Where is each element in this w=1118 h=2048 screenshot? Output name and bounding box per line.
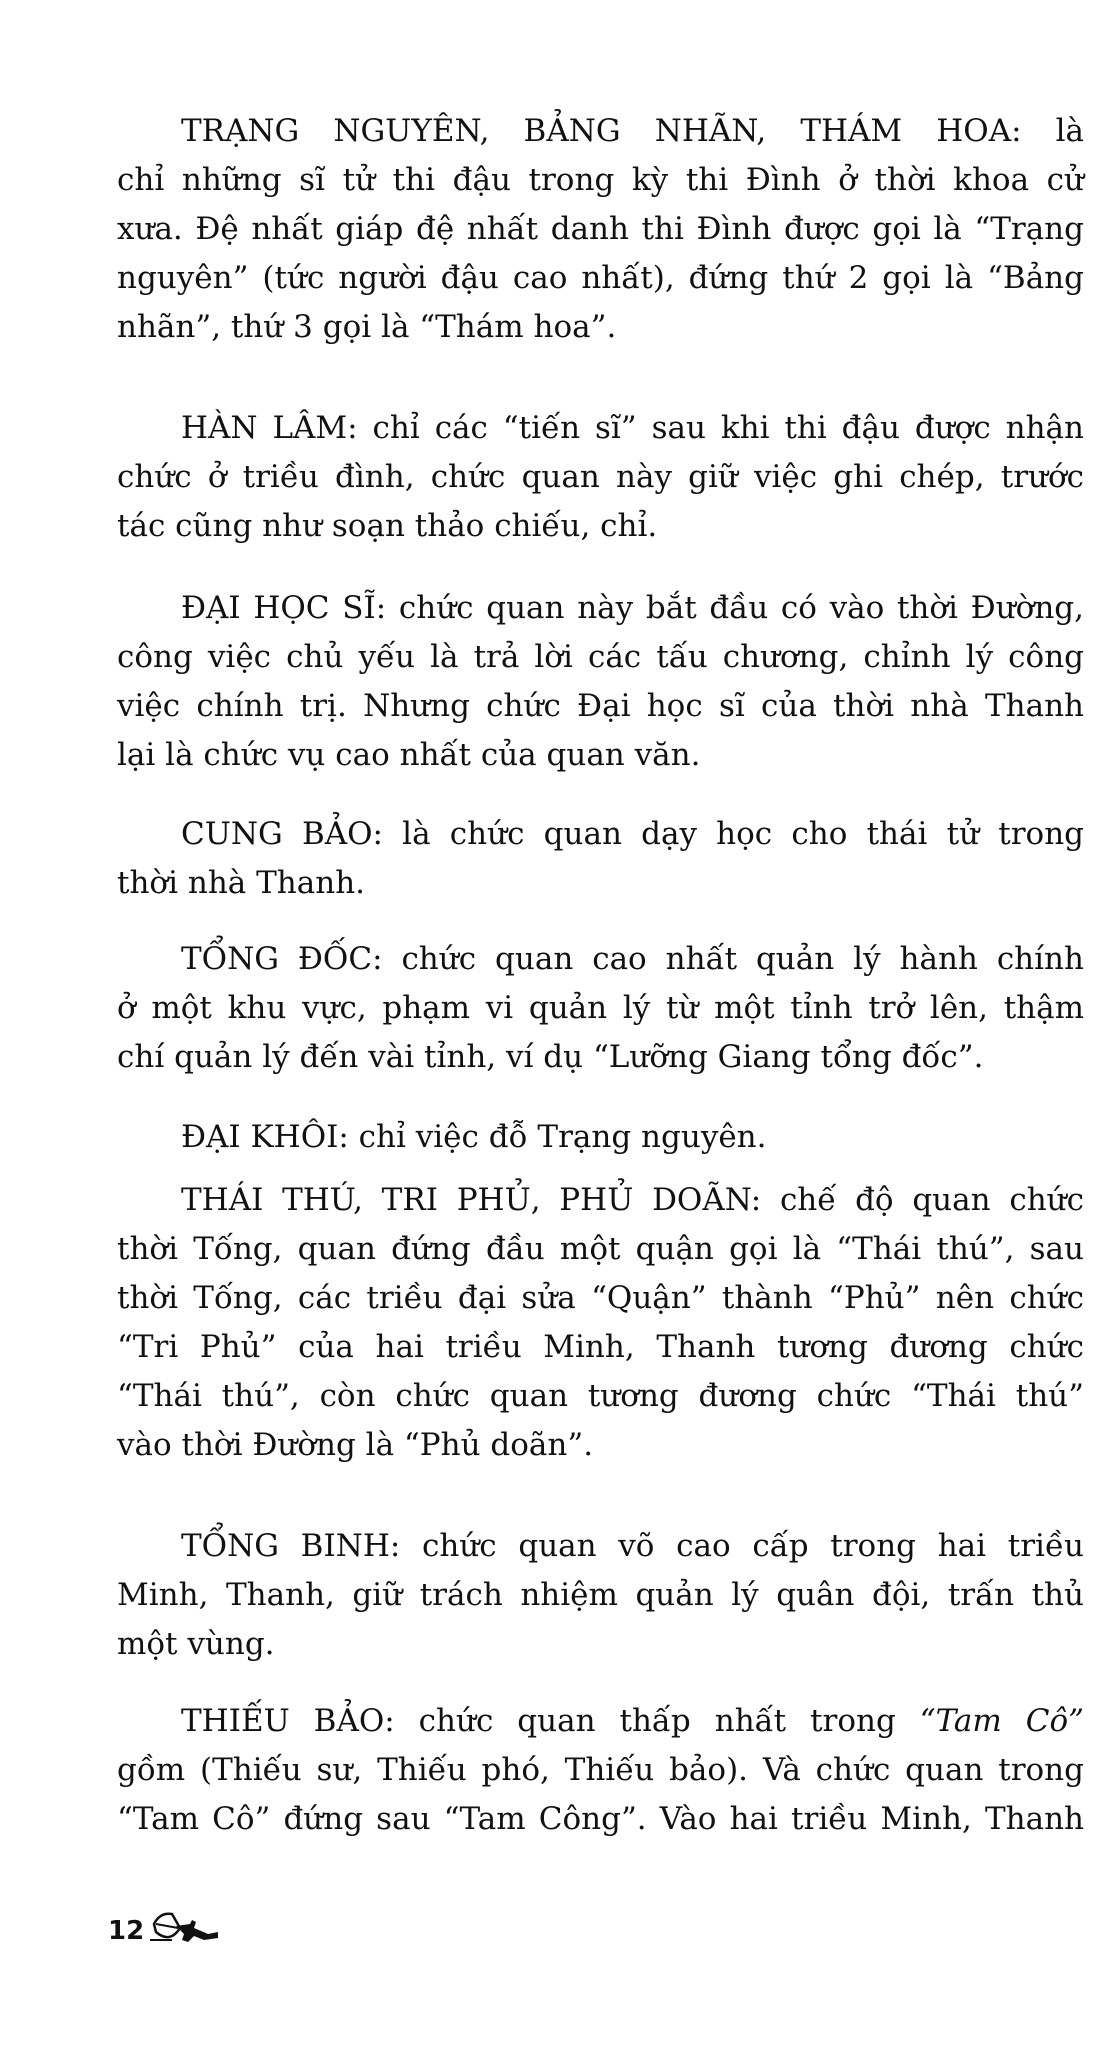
entry-line: Minh, Thanh, giữ trách nhiệm quản lý quân đội, trấn thủ (117, 1577, 1084, 1613)
entry-line: một vùng. (117, 1626, 275, 1662)
entry-line: tác cũng như soạn thảo chiếu, chỉ. (117, 508, 658, 544)
glossary-entry-dai-hoc-si (117, 584, 1084, 780)
entry-line: việc chính trị. Nhưng chức Đại học sĩ của thời nhà Thanh (117, 688, 1084, 724)
entry-line: thời Tống, các triều đại sửa “Quận” thành “Phủ” nên chức (117, 1280, 1084, 1316)
entry-line: công việc chủ yếu là trả lời các tấu chương, chỉnh lý công (117, 639, 1084, 675)
glossary-entry-tong-doc (117, 935, 1084, 1082)
italic-term: “Tam Cô” (919, 1703, 1084, 1739)
glossary-entry-tong-binh (117, 1522, 1084, 1669)
entry-line: thời nhà Thanh. (117, 865, 366, 901)
page-footer (108, 1910, 226, 1944)
entry-line: “Tri Phủ” của hai triều Minh, Thanh tương đương chức (117, 1329, 1084, 1365)
entry-line: ĐẠI KHÔI: chỉ việc đỗ Trạng nguyên. (181, 1119, 767, 1155)
entry-line: nguyên” (tức người đậu cao nhất), đứng thứ 2 gọi là “Bảng (117, 260, 1084, 296)
entry-line: chỉ những sĩ tử thi đậu trong kỳ thi Đình ở thời khoa cử (117, 162, 1084, 198)
glossary-entry-cung-bao (117, 810, 1084, 908)
entry-line: TỔNG BINH: chức quan võ cao cấp trong hai triều (181, 1528, 1084, 1564)
entry-line: chức ở triều đình, chức quan này giữ việc ghi chép, trước (117, 459, 1084, 495)
entry-line: HÀN LÂM: chỉ các “tiến sĩ” sau khi thi đậu được nhận (181, 410, 1084, 446)
entry-line: gồm (Thiếu sư, Thiếu phó, Thiếu bảo). Và chức quan trong (117, 1752, 1084, 1788)
entry-line: chí quản lý đến vài tỉnh, ví dụ “Lưỡng Giang tổng đốc”. (117, 1039, 984, 1075)
scholar-ornament-icon (146, 1910, 226, 1944)
entry-line: “Thái thú”, còn chức quan tương đương chức “Thái thú” (117, 1378, 1084, 1414)
glossary-entry-trang-nguyen (117, 107, 1084, 352)
glossary-entry-thieu-bao (117, 1697, 1084, 1844)
entry-line: ĐẠI HỌC SĨ: chức quan này bắt đầu có vào thời Đường, (181, 590, 1084, 626)
entry-line: TRẠNG NGUYÊN, BẢNG NHÃN, THÁM HOA: là (181, 113, 1084, 149)
entry-line: CUNG BẢO: là chức quan dạy học cho thái tử trong (181, 816, 1084, 852)
glossary-entry-dai-khoi (117, 1113, 1084, 1162)
glossary-entry-thai-thu (117, 1176, 1084, 1470)
entry-line: lại là chức vụ cao nhất của quan văn. (117, 737, 701, 773)
entry-line: TỔNG ĐỐC: chức quan cao nhất quản lý hành chính (181, 941, 1084, 977)
entry-line: vào thời Đường là “Phủ doãn”. (117, 1427, 594, 1463)
page-number: 12 (108, 1916, 145, 1946)
entry-line: THÁI THÚ, TRI PHỦ, PHỦ DOÃN: chế độ quan chức (181, 1182, 1084, 1218)
entry-line: ở một khu vực, phạm vi quản lý từ một tỉnh trở lên, thậm (117, 990, 1084, 1026)
entry-line: nhãn”, thứ 3 gọi là “Thám hoa”. (117, 309, 617, 345)
entry-line: thời Tống, quan đứng đầu một quận gọi là “Thái thú”, sau (117, 1231, 1084, 1267)
entry-line: xưa. Đệ nhất giáp đệ nhất danh thi Đình được gọi là “Trạng (117, 211, 1084, 247)
glossary-entry-han-lam (117, 404, 1084, 551)
entry-line: “Tam Cô” đứng sau “Tam Công”. Vào hai triều Minh, Thanh (117, 1801, 1084, 1837)
entry-line: THIẾU BẢO: chức quan thấp nhất trong “Tam Cô” (181, 1703, 1084, 1739)
